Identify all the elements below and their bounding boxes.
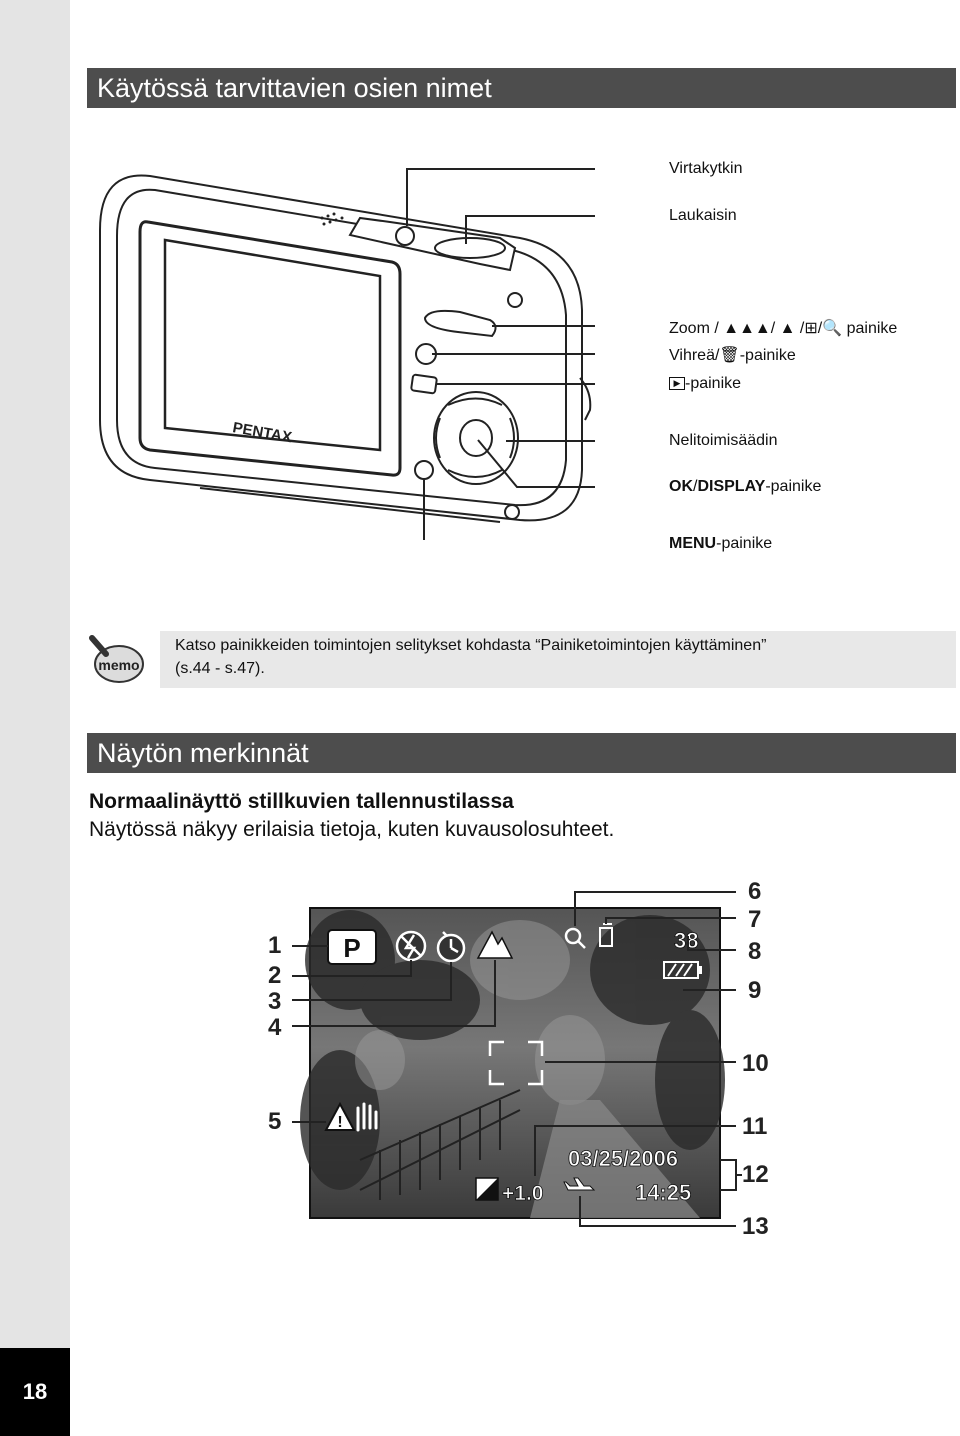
callout-5: 5 (268, 1108, 282, 1135)
memo-line-1: Katso painikkeiden toimintojen selitykset kohdasta “Painiketoimintojen käyttäminen” (175, 637, 767, 654)
screen-time: 14:25 (635, 1180, 692, 1205)
paragraph: Näytössä näkyy erilaisia tietoja, kuten kuvausolosuhteet. (89, 818, 615, 841)
callout-8: 8 (748, 938, 762, 965)
label-shutter: Laukaisin (669, 207, 737, 224)
zoom-mode-icons: ▲▲▲/ ▲ /⊞/🔍 (718, 320, 847, 337)
callout-1: 1 (268, 932, 282, 959)
callout-3: 3 (268, 988, 282, 1015)
subheading: Normaalinäyttö stillkuvien tallennustilassa (89, 790, 514, 813)
section-title-part-names: Käytössä tarvittavien osien nimet (87, 68, 956, 108)
label-play-button: ▶ -painike (669, 375, 741, 393)
label-power-switch: Virtakytkin (669, 160, 743, 177)
camera-illustration (95, 160, 595, 540)
callout-12: 12 (742, 1161, 769, 1188)
callout-6: 6 (748, 878, 762, 905)
camera-brand-logo: PENTAX (231, 419, 294, 447)
callout-10: 10 (742, 1050, 769, 1077)
screen-date: 03/25/2006 (568, 1146, 679, 1171)
svg-text:!: ! (337, 1114, 343, 1131)
callout-9: 9 (748, 977, 762, 1004)
label-four-way-controller: Nelitoimisäädin (669, 432, 778, 449)
callout-2: 2 (268, 962, 282, 989)
recording-mode-icon (328, 930, 376, 964)
flash-off-icon (397, 932, 425, 960)
callout-11: 11 (742, 1113, 768, 1140)
label-ok-display-button: OK/DISPLAY-painike (669, 478, 822, 495)
shots-remaining: 38 (674, 928, 699, 953)
page-number: 18 (0, 1348, 70, 1436)
label-zoom-button: Zoom / ▲▲▲/ ▲ /⊞/🔍 painike (669, 320, 898, 337)
svg-text:memo: memo (98, 657, 140, 673)
exposure-comp-icon (476, 1178, 498, 1200)
svg-text:P: P (343, 933, 361, 963)
callout-7: 7 (748, 906, 762, 933)
section-title-display: Näytön merkinnät (87, 733, 956, 773)
battery-icon (664, 962, 702, 978)
trash-icon: 🗑 (719, 347, 740, 364)
label-menu-button: MENU-painike (669, 535, 773, 552)
label-green-button: Vihreä/🗑-painike (669, 347, 796, 364)
play-icon: ▶ (669, 377, 685, 390)
exposure-comp-value: +1.0 (502, 1182, 544, 1205)
lcd-screen-illustration (260, 880, 800, 1240)
memo-line-2: (s.44 - s.47). (175, 660, 265, 677)
callout-4: 4 (268, 1014, 282, 1041)
callout-13: 13 (742, 1213, 769, 1240)
memo-note (160, 631, 956, 688)
memo-icon (86, 632, 146, 687)
page-sidebar (0, 0, 70, 1436)
